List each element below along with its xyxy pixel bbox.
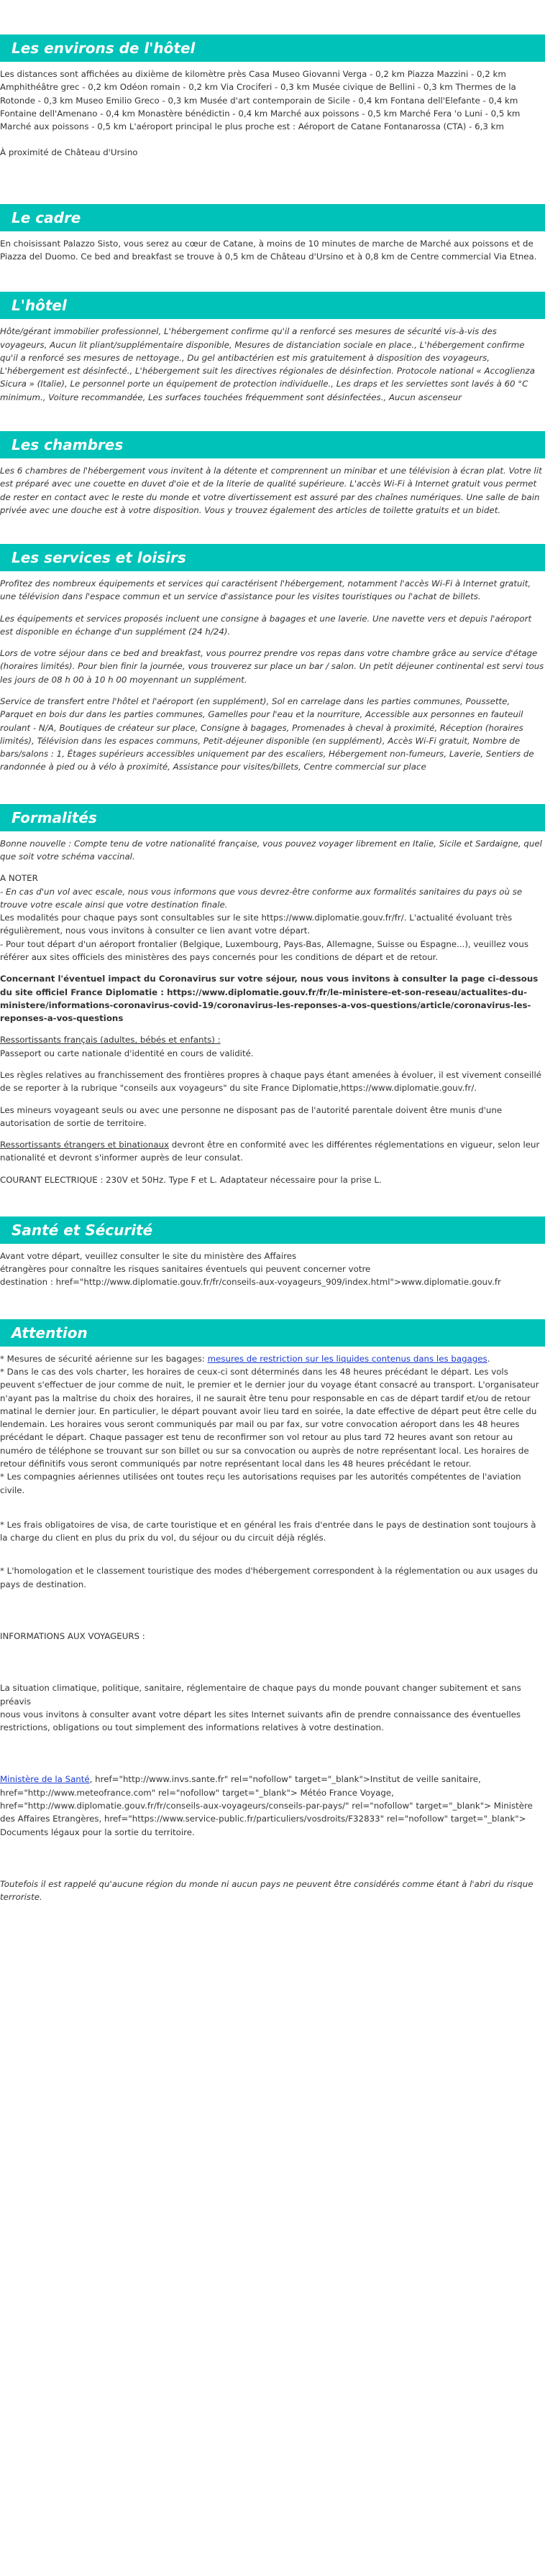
- coronavirus-notice: Concernant l'éventuel impact du Coronavirus sur votre séjour, nous vous invitons à consulter la page ci-dessous du site officiel France Diplomatie : https://www.diplomatie.gouv.fr/fr/le-ministere-et-son-reseau/actualites-du-ministere/informations-coronavirus-covid-19/coronavirus-les-reponses-a-vos-questions/article/coronavirus-les-reponses-a-vos-questions: [0, 974, 539, 1024]
- paragraph: Hôte/gérant immobilier professionnel, L'hébergement confirme qu'il a renforcé ses mesures de sécurité vis-à-vis des voyageurs, Aucun lit pliant/supplémentaire disponible, Mesures de distanciation sociale en place., L'hébergement confirme qu'il a renforcé ses mesures de nettoyage., Du gel antibactérien est mis gratuitement à disposition des voyageurs, L'hébergement est désinfecté., L'hébergement suit les directives régionales de désinfection. Protocole national « Accoglienza Sicura » (Italie), Le personnel porte un équipement de protection individuelle., Les draps et les serviettes sont lavés à 60 °C minimum., Voiture recommandée, Les surfaces touchées fréquemment sont désinfectées., Aucun ascenseur: [0, 326, 535, 402]
- section-hotel: [0, 292, 545, 404]
- section-title: Les chambres: [0, 431, 545, 458]
- section-attention: [0, 1319, 545, 1904]
- foreign-nationals-text: devront être en conformité avec les différentes réglementations en vigueur, selon leur nationalité et devront s'informer auprès de leur consulat.: [0, 1140, 540, 1163]
- section-title: Les services et loisirs: [0, 544, 545, 571]
- section-formalites: [0, 804, 545, 1186]
- section-title: Attention: [0, 1319, 545, 1347]
- section-services: [0, 544, 545, 774]
- paragraph: En choisissant Palazzo Sisto, vous serez au cœur de Catane, à moins de 10 minutes de marche de Marché aux poissons et de Piazza del Duomo. Ce bed and breakfast se trouve à 0,5 km de Château d'Ursino et à 0,8 km de Centre commercial Via Etnea.: [0, 238, 537, 262]
- links-text: , href="http://www.invs.sante.fr" rel="nofollow" target="_blank">Institut de veille sanitaire, href="http://www.meteofrance.com" rel="nofollow" target="_blank"> Météo France Voyage, href="http://www.diplomatie.gouv.fr/fr/conseils-aux-voyageurs/conseils-par-pays/" rel="nofollow" target="_blank"> Ministère des Affaires Etrangères, href="https://www.service-public.fr/particuliers/vosdroits/F32833" rel="nofollow" target="_blank"> Documents légaux pour la sortie du territoire.: [0, 1774, 533, 1837]
- paragraph: Bonne nouvelle : Compte tenu de votre nationalité française, vous pouvez voyager librement en Italie, Sicile et Sardaigne, quel que soit votre schéma vaccinal.: [0, 838, 542, 862]
- paragraph: - En cas d'un vol avec escale, nous vous informons que vous devrez-être conforme aux formalités sanitaires du pays où se trouve votre escale ainsi que votre destination finale.: [0, 886, 523, 910]
- section-title: Le cadre: [0, 204, 545, 231]
- paragraph: INFORMATIONS AUX VOYAGEURS :: [0, 1630, 145, 1641]
- paragraph: * Les compagnies aériennes utilisées ont toutes reçu les autorisations requises par les autorités compétentes de l'aviation civile.: [0, 1472, 521, 1495]
- paragraph: Les distances sont affichées au dixième de kilomètre près Casa Museo Giovanni Verga - 0,2 km Piazza Mazzini - 0,2 km Amphithéâtre grec - 0,2 km Odéon romain - 0,2 km Via Crociferi - 0,3 km Musée civique de Bellini - 0,3 km Thermes de la Rotonde - 0,3 km Museo Emilio Greco - 0,3 km Musée d'art contemporain de Sicile - 0,4 km Fontana dell'Elefante - 0,4 km Fontaine dell'Amenano - 0,4 km Monastère bénédictin - 0,4 km Marché aux poissons - 0,5 km Marché Fera 'o Luni - 0,5 km Marché aux poissons - 0,5 km L'aéroport principal le plus proche est : Aéroport de Catane Fontanarossa (CTA) - 6,3 km: [0, 69, 521, 132]
- paragraph: * Dans le cas des vols charter, les horaires de ceux-ci sont déterminés dans les 48 heures précédant le départ. Les vols peuvent s'effectuer de jour comme de nuit, le premier et le dernier jour du voyage étant consacré au transport. L'organisateur n'ayant pas la maîtrise du choix des horaires, il ne saurait être tenu pour responsable en cas de départ tardif et/ou de retour matinal le dernier jour. En particulier, le départ pouvant avoir lieu tard en soirée, la date effective de départ peut être celle du lendemain. Les horaires vous seront communiqués par mail ou par fax, sur votre convocation aéroport dans les 48 heures précédant le départ. Chaque passager est tenu de reconfirmer son vol retour au plus tard 72 heures avant son retour au numéro de téléphone se trouvant sur son billet ou sur sa convocation ou auprès de notre représentant local. Les horaires de retour définitifs vous seront communiqués par notre représentant local dans les 48 heures précédant le retour.: [0, 1367, 539, 1469]
- paragraph: Service de transfert entre l'hôtel et l'aéroport (en supplément), Sol en carrelage dans les parties communes, Poussette, Parquet en bois dur dans les parties communes, Gamelles pour l'eau et la nourriture, Accessible aux personnes en fauteuil roulant - N/A, Boutiques de créateur sur place, Consigne à bagages, Promenades à cheval à proximité, Réception (horaires limités), Télévision dans les espaces communs, Petit-déjeuner disponible (en supplément), Accès Wi-Fi gratuit, Nombre de bars/salons : 1, Étages supérieurs accessibles uniquement par des escaliers, Hébergement non-fumeurs, Laverie, Sentiers de randonnée à pied ou à vélo à proximité, Assistance pour visites/billets, Centre commercial sur place: [0, 696, 534, 772]
- paragraph: [0, 1138, 545, 1165]
- paragraph: Passeport ou carte nationale d'identité en cours de validité.: [0, 1048, 254, 1058]
- liquids-restriction-link[interactable]: mesures de restriction sur les liquides contenus dans les bagages: [207, 1353, 487, 1364]
- paragraph: Les règles relatives au franchissement des frontières propres à chaque pays étant amenées à évoluer, il est vivement conseillé de se reporter à la rubrique "conseils aux voyageurs" du site France Diplomatie,https://www.diplomatie.gouv.fr/.: [0, 1069, 541, 1094]
- paragraph: Les modalités pour chaque pays sont consultables sur le site https://www.diplomatie.gouv.fr/fr/. L'actualité évoluant très régulièrement, nous vous invitons à consulter ce lien avant votre départ.: [0, 913, 513, 936]
- paragraph: - Pour tout départ d'un aéroport frontalier (Belgique, Luxembourg, Pays-Bas, Allemagne, Suisse ou Espagne...), veuillez vous référer aux sites officiels des ministères des pays concernés pour les conditions de départ et de retour.: [0, 938, 529, 962]
- paragraph: Les 6 chambres de l'hébergement vous invitent à la détente et comprennent un minibar et une télévision à écran plat. Votre lit est préparé avec une couette en duvet d'oie et de la literie de qualité supérieure. L'accès Wi-Fi à Internet gratuit vous permet de rester en contact avec le reste du monde et votre divertissement est assuré par des chaînes numériques. Une salle de bain privée avec une douche est à votre disposition. Vous y trouvez également des articles de toilette gratuits et un bidet.: [0, 465, 542, 515]
- paragraph: nous vous invitons à consulter avant votre départ les sites Internet suivants afin de prendre connaissance des éventuelles restrictions, obligations ou tout simplement des informations relatives à votre destination.: [0, 1709, 521, 1733]
- paragraph: COURANT ELECTRIQUE : 230V et 50Hz. Type F et L. Adaptateur nécessaire pour la prise L.: [0, 1174, 382, 1185]
- paragraph: étrangères pour connaître les risques sanitaires éventuels qui peuvent concerner votre: [0, 1264, 371, 1275]
- note-heading: A NOTER: [0, 873, 38, 884]
- section-title: Les environs de l'hôtel: [0, 34, 545, 62]
- punctuation: .: [487, 1353, 490, 1364]
- paragraph-underline: Ressortissants français (adultes, bébés et enfants) :: [0, 1035, 221, 1045]
- section-environs: [0, 34, 545, 160]
- section-title: Formalités: [0, 804, 545, 831]
- foreign-nationals-label: Ressortissants étrangers et binationaux: [0, 1140, 170, 1150]
- section-cadre: [0, 204, 545, 264]
- paragraph: * Les frais obligatoires de visa, de carte touristique et en général les frais d'entrée dans le pays de destination sont toujours à la charge du client en plus du prix du vol, du séjour ou du circuit déjà réglés.: [0, 1519, 536, 1543]
- baggage-text: * Mesures de sécurité aérienne sur les bagages:: [0, 1353, 208, 1364]
- section-chambres: [0, 431, 545, 517]
- section-sante: [0, 1217, 545, 1289]
- paragraph: destination : href="http://www.diplomatie.gouv.fr/fr/conseils-aux-voyageurs_909/index.html">www.diplomatie.gouv.fr: [0, 1277, 501, 1288]
- paragraph: Les équipements et services proposés incluent une consigne à bagages et une laverie. Une navette vers et depuis l'aéroport est disponible en échange d'un supplément (24 h/24).: [0, 613, 532, 637]
- paragraph-bold: [0, 972, 545, 1025]
- paragraph: [0, 1352, 545, 1365]
- section-title: L'hôtel: [0, 292, 545, 319]
- health-ministry-link[interactable]: Ministère de la Santé: [0, 1774, 90, 1785]
- section-title: Santé et Sécurité: [0, 1217, 545, 1244]
- paragraph: Lors de votre séjour dans ce bed and breakfast, vous pourrez prendre vos repas dans votre chambre grâce au service d'étage (horaires limités). Pour bien finir la journée, vous trouverez sur place un bar / salon. Un petit déjeuner continental est servi tous les jours de 08 h 00 à 10 h 00 moyennant un supplément.: [0, 648, 544, 685]
- paragraph: À proximité de Château d'Ursino: [0, 147, 138, 158]
- paragraph: Profitez des nombreux équipements et services qui caractérisent l'hébergement, notamment l'accès Wi-Fi à Internet gratuit, une télévision dans l'espace commun et un service d'assistance pour les visites touristiques ou l'achat de billets.: [0, 578, 531, 602]
- paragraph: La situation climatique, politique, sanitaire, réglementaire de chaque pays du monde pouvant changer subitement et sans préavis: [0, 1683, 521, 1707]
- paragraph: Avant votre départ, veuillez consulter le site du ministère des Affaires: [0, 1250, 297, 1261]
- paragraph: * L'homologation et le classement touristique des modes d'hébergement correspondent à la réglementation ou aux usages du pays de destination.: [0, 1566, 539, 1589]
- paragraph: Les mineurs voyageant seuls ou avec une personne ne disposant pas de l'autorité parentale doivent être munis d'une autorisation de sortie de territoire.: [0, 1104, 503, 1128]
- paragraph: [0, 1773, 545, 1838]
- paragraph: Toutefois il est rappelé qu'aucune région du monde ni aucun pays ne peuvent être considérés comme étant à l'abri du risque terroriste.: [0, 1878, 533, 1903]
